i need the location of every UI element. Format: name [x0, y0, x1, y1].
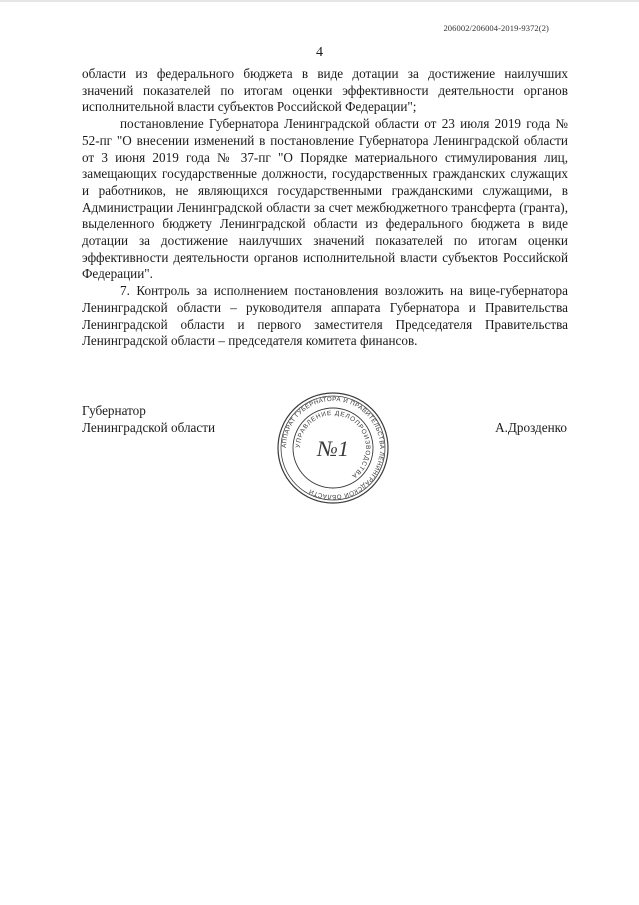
paragraph-continuation: области из федерального бюджета в виде дотации за достижение наилучших значений показателей по итогам оценки эффективности деятельности органов исполнительной власти субъектов Российской Федерации"; — [82, 66, 568, 115]
stamp-inner-text: УПРАВЛЕНИЕ ДЕЛОПРОИЗВОДСТВА — [294, 409, 372, 480]
scan-edge — [0, 0, 639, 2]
official-stamp — [276, 391, 390, 505]
signatory-title — [82, 403, 215, 436]
signatory-name: А.Дрозденко — [495, 420, 567, 435]
stamp-outer-text: АППАРАТ ГУБЕРНАТОРА И ПРАВИТЕЛЬСТВА ЛЕНИНГРАДСКОЙ ОБЛАСТИ — [280, 395, 386, 501]
stamp-number: №1 — [317, 436, 349, 461]
signatory-title-line2: Ленинградской области — [82, 419, 216, 435]
document-code: 206002/206004-2019-9372(2) — [443, 23, 549, 33]
page-number: 4 — [316, 45, 323, 60]
document-body — [82, 66, 568, 350]
paragraph-resolution-52pg: постановление Губернатора Ленинградской области от 23 июля 2019 года № 52-пг "О внесении изменений в постановление Губернатора Ленинградской области от 3 июня 2019 года № 37-пг "О Порядке материального стимулирования лиц, замещающих государственные должности, государственных гражданских служащих и работников, не являющихся государственными гражданскими служащими, в Администрации Ленинградской области за счет межбюджетного трансферта (гранта), выделенного бюджету Ленинградской области из федерального бюджета в виде дотации за достижение наилучших значений показателей по итогам оценки эффективности деятельности органов исполнительной власти субъектов Российской Федерации". — [82, 116, 568, 282]
paragraph-control-clause: 7. Контроль за исполнением постановления возложить на вице-губернатора Ленинградской области – руководителя аппарата Губернатора и Правительства Ленинградской области и первого заместителя Председателя Правительства Ленинградской области – председателя комитета финансов. — [82, 283, 568, 349]
signatory-title-line1: Губернатор — [82, 403, 146, 418]
